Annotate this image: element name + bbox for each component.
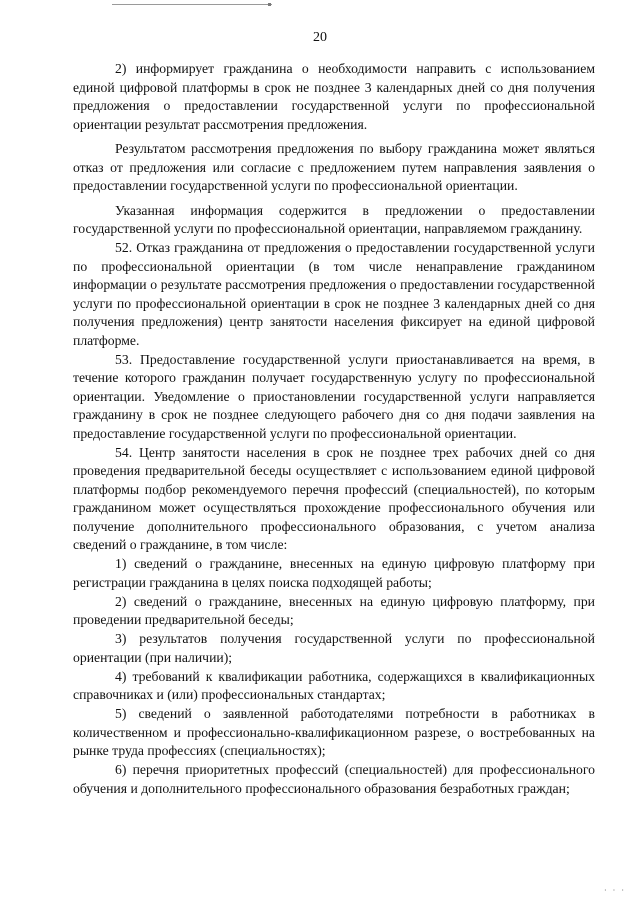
list-item-4: 4) требований к квалификации работника, содержащихся в квалификационных справочниках и (или) профессиональных стандартах; bbox=[73, 668, 595, 702]
list-item-2: 2) сведений о гражданине, внесенных на единую цифровую платформу, при проведении предварительной беседы; bbox=[73, 593, 595, 627]
paragraph-item-2: 2) информирует гражданина о необходимости направить с использованием единой цифровой платформы в срок не позднее 3 календарных дней со дня получения предложения о предоставлении государственной услуги по профессиональной ориентации результат рассмотрения предложения. bbox=[73, 61, 595, 132]
paragraph-result: Результатом рассмотрения предложения по выбору гражданина может являться отказ от предложения или согласие с предложением путем направления заявления о предоставлении государственной услуги по профессиональной ориентации. bbox=[73, 141, 595, 193]
list-item-1: 1) сведений о гражданине, внесенных на единую цифровую платформу при регистрации гражданина в целях поиска подходящей работы; bbox=[73, 556, 595, 590]
list-item-5: 5) сведений о заявленной работодателями потребности в работниках в количественном и профессионально-квалификационном разрезе, о востребованных на рынке труда профессиях (специальностях); bbox=[73, 706, 595, 758]
scan-corner-mark: · · · bbox=[604, 886, 626, 895]
top-rule-dot bbox=[268, 3, 271, 6]
list-item-3: 3) результатов получения государственной услуги по профессиональной ориентации (при наличии); bbox=[73, 631, 595, 665]
list-item-6: 6) перечня приоритетных профессий (специальностей) для профессионального обучения и дополнительного профессионального образования безработных граждан; bbox=[73, 762, 595, 796]
paragraph-52: 52. Отказ гражданина от предложения о предоставлении государственной услуги по профессиональной ориентации (в том числе ненаправление гражданином информации о результате рассмотрения предложения о предоставлении государственной услуги по профессиональной ориентации в срок не позднее 3 календарных дней со дня получения предложения) центр занятости населения фиксирует на единой цифровой платформе. bbox=[73, 240, 595, 348]
paragraph-info: Указанная информация содержится в предложении о предоставлении государственной услуги по профессиональной ориентации, направляемом гражданину. bbox=[73, 202, 595, 236]
paragraph-53: 53. Предоставление государственной услуги приостанавливается на время, в течение которого гражданин получает государственную услугу по профессиональной ориентации. Уведомление о приостановлении государственной услуги направляется гражданину в срок не позднее следующего рабочего дня со дня подачи заявления на предоставление государственной услуги по профессиональной ориентации. bbox=[73, 351, 595, 441]
page-number: 20 bbox=[313, 30, 327, 45]
paragraph-54: 54. Центр занятости населения в срок не позднее трех рабочих дней со дня проведения предварительной беседы осуществляет с использованием единой цифровой платформы подбор рекомендуемого перечня профессий (специальностей), по которым гражданином может осуществляться прохождение профессионального обучения или получение дополнительного профессионального образования, с учетом анализа сведений о гражданине, в том числе: bbox=[73, 444, 595, 552]
document-body bbox=[73, 60, 595, 799]
top-rule bbox=[112, 4, 272, 5]
